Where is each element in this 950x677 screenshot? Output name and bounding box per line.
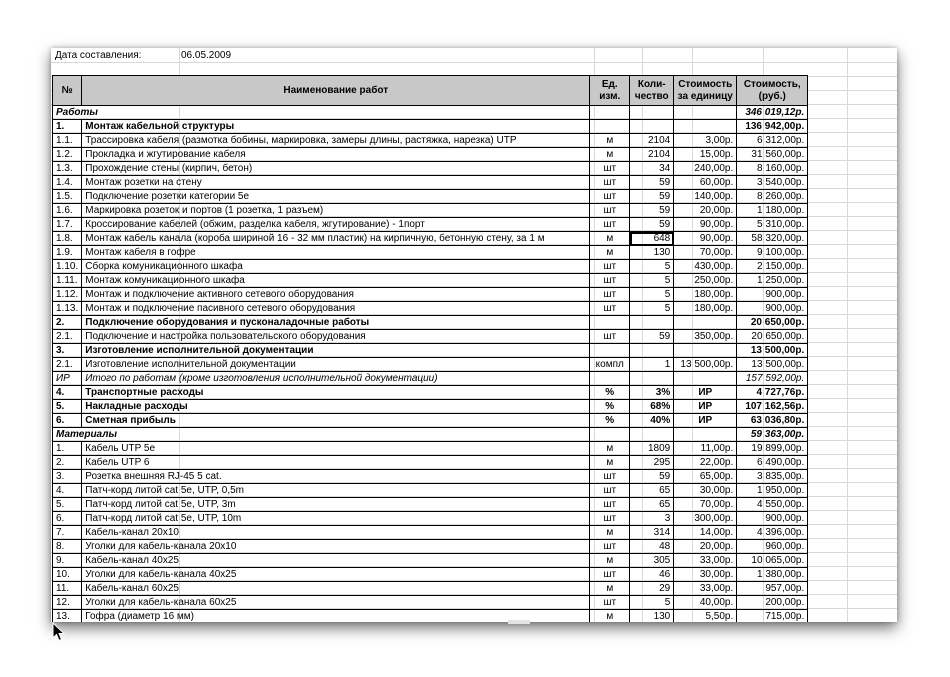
cell-qty[interactable]: 34 xyxy=(630,162,674,176)
cell-no[interactable]: 1.2. xyxy=(53,148,82,162)
col-header-total[interactable]: Стоимость, (руб.) xyxy=(737,76,808,106)
cell-unit[interactable] xyxy=(590,372,630,386)
cell-price[interactable]: 90,00р. xyxy=(674,232,737,246)
cell-qty[interactable]: 59 xyxy=(630,204,674,218)
cell-unit[interactable]: шт xyxy=(590,162,630,176)
cell-qty[interactable] xyxy=(630,316,674,330)
cell-total[interactable]: 13 500,00р. xyxy=(737,344,808,358)
cell-name[interactable]: Сметная прибыль xyxy=(82,414,590,428)
col-header-unit[interactable]: Ед. изм. xyxy=(590,76,630,106)
date-value[interactable]: 06.05.2009 xyxy=(181,50,232,61)
cell-price[interactable]: 14,00р. xyxy=(674,526,737,540)
cell-price[interactable]: 30,00р. xyxy=(674,568,737,582)
table-row xyxy=(53,554,808,568)
cell-unit[interactable] xyxy=(590,106,630,120)
cell-no[interactable]: 12. xyxy=(53,596,82,610)
cell-name[interactable]: Кабель-канал 60х25 xyxy=(82,582,590,596)
table-row xyxy=(53,288,808,302)
cell-unit[interactable]: м xyxy=(590,456,630,470)
cell-no[interactable]: 1.5. xyxy=(53,190,82,204)
grid-line xyxy=(51,62,897,63)
cell-price[interactable] xyxy=(674,344,737,358)
cell-total[interactable]: 2 150,00р. xyxy=(737,260,808,274)
cell-unit[interactable]: % xyxy=(590,386,630,400)
cell-name[interactable]: Кабель UTP 6 xyxy=(82,456,590,470)
cell-price[interactable]: 33,00р. xyxy=(674,554,737,568)
cell-name[interactable]: Уголки для кабель-канала 20х10 xyxy=(82,540,590,554)
cell-qty[interactable] xyxy=(630,428,674,442)
table-row xyxy=(53,512,808,526)
cell-total[interactable]: 3 540,00р. xyxy=(737,176,808,190)
cell-qty[interactable]: 295 xyxy=(630,456,674,470)
table-row xyxy=(53,246,808,260)
cell-name[interactable]: Уголки для кабель-канала 40х25 xyxy=(82,568,590,582)
cell-total[interactable]: 4 550,00р. xyxy=(737,498,808,512)
cell-no[interactable]: 1.7. xyxy=(53,218,82,232)
cell-unit[interactable]: шт xyxy=(590,176,630,190)
cell-unit[interactable]: шт xyxy=(590,260,630,274)
cell-total[interactable]: 58 320,00р. xyxy=(737,232,808,246)
table-row xyxy=(53,218,808,232)
cell-qty[interactable]: 5 xyxy=(630,260,674,274)
table-row xyxy=(53,134,808,148)
cell-total[interactable]: 1 950,00р. xyxy=(737,484,808,498)
table-row xyxy=(53,190,808,204)
cell-name[interactable]: Монтаж и подключение пасивного сетевого оборудования xyxy=(82,302,590,316)
cell-total[interactable]: 8 160,00р. xyxy=(737,162,808,176)
cell-qty[interactable]: 65 xyxy=(630,498,674,512)
cell-no[interactable]: 1.12. xyxy=(53,288,82,302)
cell-price[interactable]: 33,00р. xyxy=(674,582,737,596)
cell-qty[interactable] xyxy=(630,106,674,120)
cell-name[interactable]: Розетка внешняя RJ-45 5 cat. xyxy=(82,470,590,484)
cell-total[interactable]: 957,00р. xyxy=(737,582,808,596)
table-row xyxy=(53,120,808,134)
cell-no[interactable]: 7. xyxy=(53,526,82,540)
cell-qty[interactable]: 3% xyxy=(630,386,674,400)
cell-price[interactable]: 20,00р. xyxy=(674,204,737,218)
cell-qty[interactable]: 305 xyxy=(630,554,674,568)
cell-total[interactable]: 13 500,00р. xyxy=(737,358,808,372)
cell-name[interactable]: Монтаж кабельной структуры xyxy=(82,120,590,134)
cell-no[interactable]: 3. xyxy=(53,470,82,484)
cell-name[interactable]: Патч-корд литой cat 5е, UTP, 0,5m xyxy=(82,484,590,498)
cell-total[interactable]: 4 727,76р. xyxy=(737,386,808,400)
cell-price[interactable] xyxy=(674,106,737,120)
cell-name[interactable]: Монтаж кабель канала (короба шириной 16 - 32 мм пластик) на кирпичную, бетонную стену, за 1 м xyxy=(82,232,590,246)
cell-unit[interactable]: м xyxy=(590,134,630,148)
cell-name[interactable]: Монтаж комуникационного шкафа xyxy=(82,274,590,288)
sheet-tab-stub xyxy=(508,620,530,624)
cell-no[interactable]: 1.4. xyxy=(53,176,82,190)
cell-unit[interactable]: шт xyxy=(590,302,630,316)
table-row xyxy=(53,498,808,512)
cell-no[interactable]: 2.1. xyxy=(53,330,82,344)
grid-line xyxy=(847,48,848,622)
cell-price[interactable]: 430,00р. xyxy=(674,260,737,274)
cell-total[interactable]: 9 100,00р. xyxy=(737,246,808,260)
cell-name[interactable]: Изготовление исполнительной документации xyxy=(82,344,590,358)
cell-no[interactable]: 13. xyxy=(53,610,82,623)
cell-qty[interactable] xyxy=(630,120,674,134)
cell-name[interactable]: Сборка комуникационного шкафа xyxy=(82,260,590,274)
cell-qty[interactable]: 1 xyxy=(630,358,674,372)
cell-unit[interactable]: компл xyxy=(590,358,630,372)
cell-total[interactable]: 4 396,00р. xyxy=(737,526,808,540)
cell-qty[interactable]: 59 xyxy=(630,470,674,484)
cell-price[interactable]: 60,00р. xyxy=(674,176,737,190)
cell-total[interactable]: 6 312,00р. xyxy=(737,134,808,148)
table-header-row xyxy=(53,76,808,106)
table-row xyxy=(53,568,808,582)
cell-total[interactable]: 20 650,00р. xyxy=(737,330,808,344)
cell-total[interactable]: 19 899,00р. xyxy=(737,442,808,456)
table-row xyxy=(53,610,808,623)
cell-qty[interactable]: 130 xyxy=(630,610,674,623)
mouse-pointer-icon xyxy=(52,622,66,642)
cell-price[interactable]: 11,00р. xyxy=(674,442,737,456)
cell-unit[interactable] xyxy=(590,428,630,442)
date-label: Дата составления: xyxy=(55,50,142,61)
cell-unit[interactable]: % xyxy=(590,400,630,414)
cell-price[interactable]: 5,50р. xyxy=(674,610,737,623)
cell-price[interactable]: 22,00р. xyxy=(674,456,737,470)
cell-qty[interactable]: 48 xyxy=(630,540,674,554)
cell-qty[interactable]: 2104 xyxy=(630,134,674,148)
cell-no[interactable]: 1.11. xyxy=(53,274,82,288)
cell-qty[interactable]: 314 xyxy=(630,526,674,540)
col-header-price[interactable]: Стоимость за единицу xyxy=(674,76,737,106)
cell-total[interactable]: 346 019,12р. xyxy=(737,106,808,120)
cell-total[interactable]: 960,00р. xyxy=(737,540,808,554)
cell-total[interactable]: 59 363,00р. xyxy=(737,428,808,442)
table-row xyxy=(53,232,808,246)
cell-qty[interactable]: 59 xyxy=(630,190,674,204)
cell-no[interactable]: 5. xyxy=(53,498,82,512)
cell-no[interactable]: Материалы xyxy=(53,428,590,442)
cell-price[interactable] xyxy=(674,428,737,442)
cell-qty[interactable]: 5 xyxy=(630,596,674,610)
cell-unit[interactable]: м xyxy=(590,232,630,246)
table-row xyxy=(53,372,808,386)
cell-total[interactable]: 136 942,00р. xyxy=(737,120,808,134)
cell-name[interactable]: Кроссирование кабелей (обжим, разделка кабеля, жгутирование) - 1порт xyxy=(82,218,590,232)
col-header-no[interactable]: № xyxy=(53,76,82,106)
cell-price[interactable]: ИР xyxy=(674,386,737,400)
cell-qty[interactable] xyxy=(630,372,674,386)
cell-price[interactable]: 65,00р. xyxy=(674,470,737,484)
cell-name[interactable]: Кабель UTP 5е xyxy=(82,442,590,456)
cell-no[interactable]: 6. xyxy=(53,414,82,428)
cell-unit[interactable]: шт xyxy=(590,498,630,512)
cell-qty[interactable]: 2104 xyxy=(630,148,674,162)
cell-no[interactable]: 2.1. xyxy=(53,358,82,372)
cell-price[interactable]: ИР xyxy=(674,400,737,414)
table-row xyxy=(53,344,808,358)
cell-name[interactable]: Подключение розетки категории 5е xyxy=(82,190,590,204)
cell-total[interactable]: 1 250,00р. xyxy=(737,274,808,288)
table-row xyxy=(53,484,808,498)
cell-qty[interactable]: 59 xyxy=(630,218,674,232)
cell-total[interactable]: 20 650,00р. xyxy=(737,316,808,330)
cell-unit[interactable]: шт xyxy=(590,204,630,218)
cell-unit[interactable]: м xyxy=(590,526,630,540)
cell-unit[interactable]: м xyxy=(590,442,630,456)
cell-price[interactable]: 90,00р. xyxy=(674,218,737,232)
cell-name[interactable]: Трассировка кабеля (размотка бобины, маркировка, замеры длины, растяжка, нарезка) UTP xyxy=(82,134,590,148)
cell-price[interactable]: 180,00р. xyxy=(674,302,737,316)
cell-qty[interactable]: 40% xyxy=(630,414,674,428)
cell-no[interactable]: 8. xyxy=(53,540,82,554)
cell-no[interactable]: 4. xyxy=(53,484,82,498)
cell-no[interactable]: 9. xyxy=(53,554,82,568)
cell-unit[interactable] xyxy=(590,344,630,358)
table-body xyxy=(53,106,808,623)
cell-price[interactable] xyxy=(674,316,737,330)
cell-name[interactable]: Уголки для кабель-канала 60х25 xyxy=(82,596,590,610)
cell-price[interactable]: 13 500,00р. xyxy=(674,358,737,372)
cell-no[interactable]: 2. xyxy=(53,456,82,470)
cell-unit[interactable]: шт xyxy=(590,596,630,610)
cell-unit[interactable]: шт xyxy=(590,540,630,554)
table-row xyxy=(53,400,808,414)
table-row xyxy=(53,526,808,540)
cell-price[interactable]: 3,00р. xyxy=(674,134,737,148)
cell-name[interactable]: Накладные расходы xyxy=(82,400,590,414)
cell-price[interactable]: 70,00р. xyxy=(674,246,737,260)
spreadsheet-page xyxy=(51,48,897,622)
cell-unit[interactable]: шт xyxy=(590,512,630,526)
cell-qty[interactable]: 5 xyxy=(630,274,674,288)
cell-no[interactable]: 6. xyxy=(53,512,82,526)
cell-qty[interactable]: 5 xyxy=(630,302,674,316)
cell-unit[interactable]: шт xyxy=(590,288,630,302)
cell-total[interactable]: 715,00р. xyxy=(737,610,808,623)
cell-no[interactable]: 1. xyxy=(53,442,82,456)
table-row xyxy=(53,358,808,372)
cell-price[interactable]: 20,00р. xyxy=(674,540,737,554)
cell-unit[interactable]: шт xyxy=(590,568,630,582)
table-row xyxy=(53,176,808,190)
table-row xyxy=(53,162,808,176)
cell-total[interactable]: 31 560,00р. xyxy=(737,148,808,162)
table-row xyxy=(53,204,808,218)
cell-no[interactable]: 1.10. xyxy=(53,260,82,274)
cell-price[interactable]: 40,00р. xyxy=(674,596,737,610)
cell-qty[interactable]: 29 xyxy=(630,582,674,596)
cell-no[interactable]: 1.13. xyxy=(53,302,82,316)
cell-name[interactable]: Транспортные расходы xyxy=(82,386,590,400)
cell-unit[interactable]: шт xyxy=(590,330,630,344)
cell-total[interactable]: 63 036,80р. xyxy=(737,414,808,428)
cell-qty[interactable] xyxy=(630,344,674,358)
col-header-qty[interactable]: Коли- чество xyxy=(630,76,674,106)
cell-no[interactable]: 1.8. xyxy=(53,232,82,246)
cell-name[interactable]: Монтаж розетки на стену xyxy=(82,176,590,190)
cell-name[interactable]: Монтаж и подключение активного сетевого оборудования xyxy=(82,288,590,302)
cell-qty[interactable]: 3 xyxy=(630,512,674,526)
cell-unit[interactable] xyxy=(590,120,630,134)
cell-unit[interactable]: м xyxy=(590,246,630,260)
section-row xyxy=(53,428,808,442)
cell-price[interactable] xyxy=(674,372,737,386)
cell-price[interactable]: 300,00р. xyxy=(674,512,737,526)
cell-total[interactable]: 107 162,56р. xyxy=(737,400,808,414)
cell-name[interactable]: Итого по работам (кроме изготовления исполнительной документации) xyxy=(82,372,590,386)
cell-unit[interactable]: шт xyxy=(590,470,630,484)
cell-total[interactable]: 5 310,00р. xyxy=(737,218,808,232)
cell-qty[interactable]: 59 xyxy=(630,176,674,190)
cell-name[interactable]: Патч-корд литой cat 5е, UTP, 10m xyxy=(82,512,590,526)
cell-name[interactable]: Кабель-канал 40х25 xyxy=(82,554,590,568)
cell-qty[interactable]: 46 xyxy=(630,568,674,582)
cell-total[interactable]: 900,00р. xyxy=(737,288,808,302)
cell-qty[interactable]: 130 xyxy=(630,246,674,260)
cell-no[interactable]: 11. xyxy=(53,582,82,596)
cell-total[interactable]: 6 490,00р. xyxy=(737,456,808,470)
table-row xyxy=(53,260,808,274)
cell-qty[interactable]: 68% xyxy=(630,400,674,414)
table-row xyxy=(53,386,808,400)
cell-unit[interactable]: шт xyxy=(590,274,630,288)
cell-name[interactable]: Изготовление исполнительной документации xyxy=(82,358,590,372)
cell-price[interactable]: 250,00р. xyxy=(674,274,737,288)
table-row xyxy=(53,316,808,330)
cell-unit[interactable]: м xyxy=(590,148,630,162)
cell-qty[interactable]: 648 xyxy=(630,232,674,246)
cell-name[interactable]: Монтаж кабеля в гофре xyxy=(82,246,590,260)
cell-no[interactable]: 1.6. xyxy=(53,204,82,218)
table-row xyxy=(53,414,808,428)
cell-unit[interactable]: шт xyxy=(590,190,630,204)
cell-unit[interactable]: шт xyxy=(590,484,630,498)
cell-name[interactable]: Подключение оборудования и пусконаладочные работы xyxy=(82,316,590,330)
cell-total[interactable]: 1 180,00р. xyxy=(737,204,808,218)
section-row xyxy=(53,106,808,120)
cell-price[interactable]: 140,00р. xyxy=(674,190,737,204)
cell-total[interactable]: 10 065,00р. xyxy=(737,554,808,568)
cell-no[interactable]: ИР xyxy=(53,372,82,386)
cell-no[interactable]: 10. xyxy=(53,568,82,582)
cell-no[interactable]: Работы xyxy=(53,106,590,120)
table-row xyxy=(53,582,808,596)
cell-name[interactable]: Кабель-канал 20х10 xyxy=(82,526,590,540)
cell-name[interactable]: Маркировка розеток и портов (1 розетка, 1 разъем) xyxy=(82,204,590,218)
cell-price[interactable] xyxy=(674,120,737,134)
table-row xyxy=(53,470,808,484)
cell-no[interactable]: 1. xyxy=(53,120,82,134)
cell-name[interactable]: Прохождение стены (кирпич, бетон) xyxy=(82,162,590,176)
cell-total[interactable]: 900,00р. xyxy=(737,512,808,526)
table-row xyxy=(53,456,808,470)
cell-unit[interactable]: м xyxy=(590,554,630,568)
cell-price[interactable]: 15,00р. xyxy=(674,148,737,162)
cell-total[interactable]: 3 835,00р. xyxy=(737,470,808,484)
table-row xyxy=(53,302,808,316)
cell-total[interactable]: 8 260,00р. xyxy=(737,190,808,204)
cell-qty[interactable]: 1809 xyxy=(630,442,674,456)
cell-name[interactable]: Подключение и настройка пользовательского оборудования xyxy=(82,330,590,344)
table-row xyxy=(53,596,808,610)
cell-price[interactable]: 70,00р. xyxy=(674,498,737,512)
cell-no[interactable]: 5. xyxy=(53,400,82,414)
cell-total[interactable]: 157 592,00р. xyxy=(737,372,808,386)
cell-total[interactable]: 1 380,00р. xyxy=(737,568,808,582)
cell-unit[interactable] xyxy=(590,316,630,330)
cell-no[interactable]: 2. xyxy=(53,316,82,330)
col-header-name[interactable]: Наименование работ xyxy=(82,76,590,106)
cell-qty[interactable]: 65 xyxy=(630,484,674,498)
table-row xyxy=(53,274,808,288)
cell-qty[interactable]: 59 xyxy=(630,330,674,344)
table-row xyxy=(53,330,808,344)
cell-price[interactable]: 30,00р. xyxy=(674,484,737,498)
cell-no[interactable]: 4. xyxy=(53,386,82,400)
cell-no[interactable]: 3. xyxy=(53,344,82,358)
cell-price[interactable]: 180,00р. xyxy=(674,288,737,302)
cell-name[interactable]: Патч-корд литой cat 5е, UTP, 3m xyxy=(82,498,590,512)
cell-unit[interactable]: шт xyxy=(590,218,630,232)
cell-total[interactable]: 900,00р. xyxy=(737,302,808,316)
cell-no[interactable]: 1.3. xyxy=(53,162,82,176)
cell-name[interactable]: Гофра (диаметр 16 мм) xyxy=(82,610,590,623)
estimate-table xyxy=(52,75,808,622)
table-row xyxy=(53,442,808,456)
table-row xyxy=(53,148,808,162)
cell-name[interactable]: Прокладка и жгутирование кабеля xyxy=(82,148,590,162)
cell-price[interactable]: ИР xyxy=(674,414,737,428)
cell-unit[interactable]: м xyxy=(590,610,630,623)
cell-no[interactable]: 1.1. xyxy=(53,134,82,148)
cell-unit[interactable]: м xyxy=(590,582,630,596)
cell-qty[interactable]: 5 xyxy=(630,288,674,302)
cell-no[interactable]: 1.9. xyxy=(53,246,82,260)
table-row xyxy=(53,540,808,554)
cell-price[interactable]: 350,00р. xyxy=(674,330,737,344)
cell-total[interactable]: 200,00р. xyxy=(737,596,808,610)
cell-price[interactable]: 240,00р. xyxy=(674,162,737,176)
cell-unit[interactable]: % xyxy=(590,414,630,428)
